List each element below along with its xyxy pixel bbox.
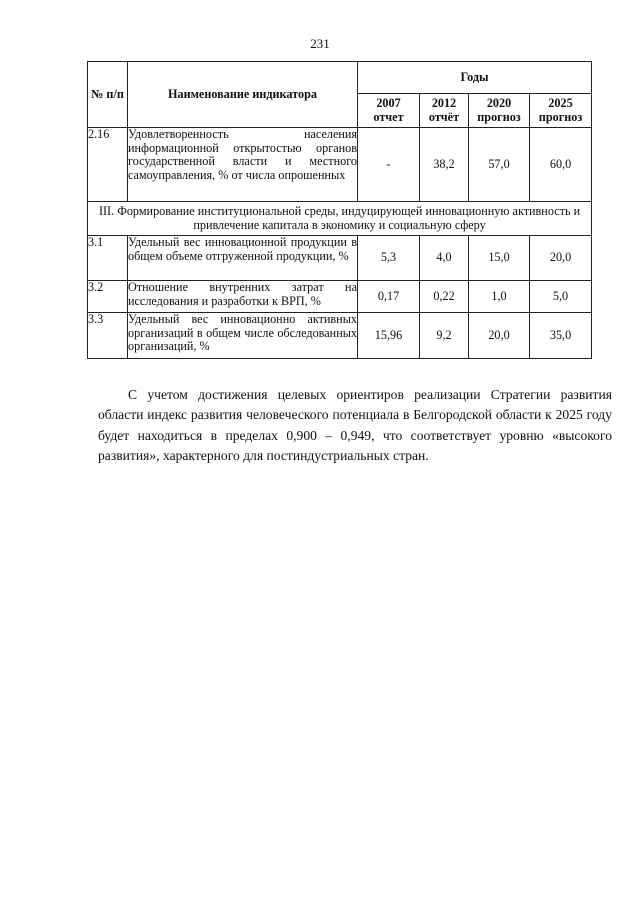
header-indicator-name: Наименование индикатора xyxy=(128,62,358,128)
value-2020: 1,0 xyxy=(469,281,530,313)
header-num: № п/п xyxy=(88,62,128,128)
header-years: Годы xyxy=(358,62,592,94)
table-row xyxy=(88,236,592,281)
value-2012: 4,0 xyxy=(420,236,469,281)
value-2012: 0,22 xyxy=(420,281,469,313)
indicator-name: Удельный вес инновационной продукции в общем объеме отгруженной продукции, % xyxy=(128,236,358,281)
table-row xyxy=(88,313,592,359)
body-paragraph: С учетом достижения целевых ориентиров реализации Стратегии развития области индекс развития человеческого потенциала в Белгородской области к 2025 году будет находиться в пределах 0,900 – 0,949, что соответствует уровню «высокого развития», характерного для постиндустриальных стран. xyxy=(98,387,612,463)
page-number: 231 xyxy=(310,36,330,51)
table-row xyxy=(88,128,592,202)
header-year-2012: 2012 отчёт xyxy=(420,94,469,128)
value-2020: 57,0 xyxy=(469,128,530,202)
indicator-name: Удельный вес инновационно активных организаций в общем числе обследованных организаций, % xyxy=(128,313,358,359)
table-row xyxy=(88,281,592,313)
value-2025: 20,0 xyxy=(530,236,592,281)
header-year-2020: 2020 прогноз xyxy=(469,94,530,128)
value-2012: 38,2 xyxy=(420,128,469,202)
row-number: 2.16 xyxy=(88,128,128,202)
value-2025: 35,0 xyxy=(530,313,592,359)
row-number: 3.1 xyxy=(88,236,128,281)
value-2007: - xyxy=(358,128,420,202)
value-2007: 0,17 xyxy=(358,281,420,313)
indicators-table xyxy=(87,61,592,359)
value-2020: 20,0 xyxy=(469,313,530,359)
value-2025: 60,0 xyxy=(530,128,592,202)
row-number: 3.2 xyxy=(88,281,128,313)
row-number: 3.3 xyxy=(88,313,128,359)
value-2025: 5,0 xyxy=(530,281,592,313)
indicator-name: Удовлетворенность населения информационной открытостью органов государственной власти и местного самоуправления, % от числа опрошенных xyxy=(128,128,358,202)
value-2012: 9,2 xyxy=(420,313,469,359)
header-year-2007: 2007 отчет xyxy=(358,94,420,128)
value-2020: 15,0 xyxy=(469,236,530,281)
header-year-2025: 2025 прогноз xyxy=(530,94,592,128)
value-2007: 5,3 xyxy=(358,236,420,281)
value-2007: 15,96 xyxy=(358,313,420,359)
indicator-name: Отношение внутренних затрат на исследования и разработки к ВРП, % xyxy=(128,281,358,313)
section-heading: III. Формирование институциональной среды, индуцирующей инновационную активность и привлечение капитала в экономику и социальную сферу xyxy=(88,202,592,236)
